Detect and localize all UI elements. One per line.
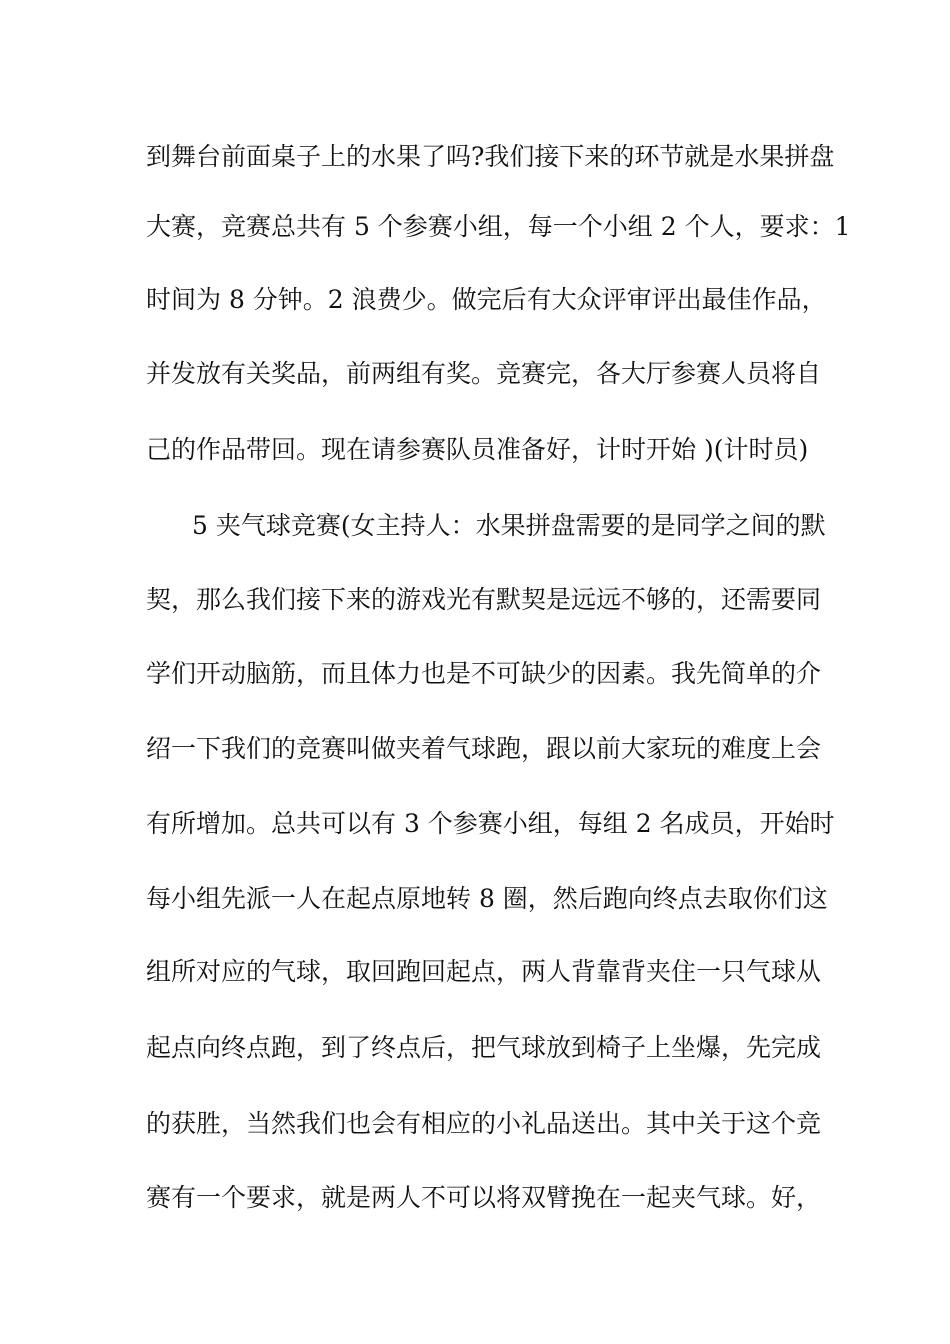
text-line: 赛有一个要求，就是两人不可以将双臂挽在一起夹气球。好， <box>146 1183 822 1212</box>
text-line: 每小组先派一人在起点原地转 8 圈，然后跑向终点去取你们这 <box>146 884 828 913</box>
text-line: 己的作品带回。现在请参赛队员准备好，计时开始 )(计时员) <box>146 435 809 464</box>
text-line: 并发放有关奖品，前两组有奖。竞赛完，各大厅参赛人员将自 <box>146 359 822 388</box>
text-line: 时间为 8 分钟。2 浪费少。做完后有大众评审评出最佳作品， <box>146 285 827 314</box>
paragraph-first-line: 5 夹气球竞赛(女主持人：水果拼盘需要的是同学之间的默 <box>192 511 826 540</box>
text-line: 起点向终点跑，到了终点后，把气球放到椅子上坐爆，先完成 <box>146 1033 822 1062</box>
text-line: 大赛，竞赛总共有 5 个参赛小组，每一个小组 2 个人，要求：1 <box>146 212 851 241</box>
text-line: 组所对应的气球，取回跑回起点，两人背靠背夹住一只气球从 <box>146 957 822 986</box>
text-line: 契，那么我们接下来的游戏光有默契是远远不够的，还需要同 <box>146 585 822 614</box>
text-line: 的获胜，当然我们也会有相应的小礼品送出。其中关于这个竞 <box>146 1109 822 1138</box>
text-line: 到舞台前面桌子上的水果了吗?我们接下来的环节就是水果拼盘 <box>146 142 835 171</box>
text-line: 绍一下我们的竞赛叫做夹着气球跑，跟以前大家玩的难度上会 <box>146 734 822 763</box>
text-line: 学们开动脑筋，而且体力也是不可缺少的因素。我先简单的介 <box>146 659 822 688</box>
text-line: 有所增加。总共可以有 3 个参赛小组，每组 2 名成员，开始时 <box>146 809 835 838</box>
